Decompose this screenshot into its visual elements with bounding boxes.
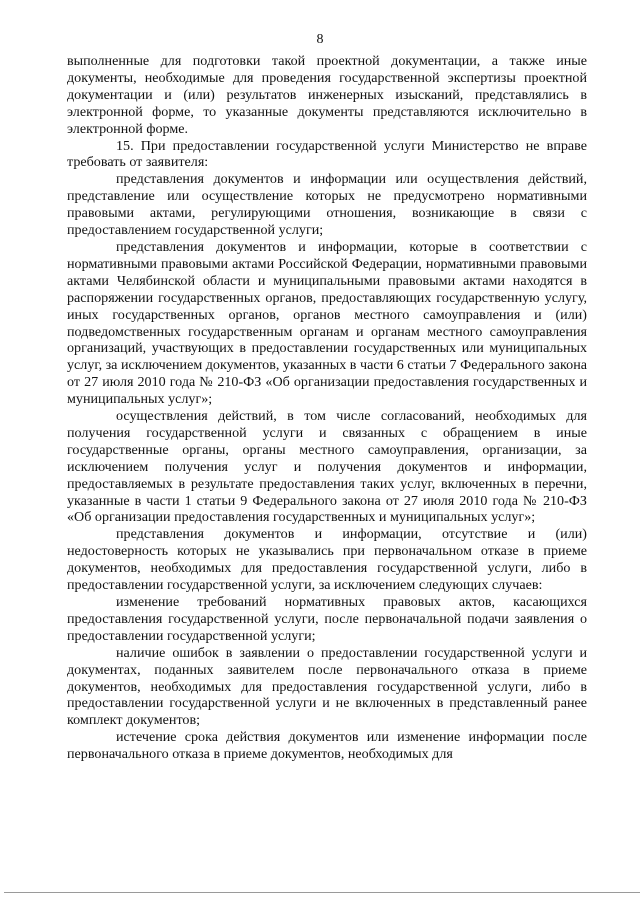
paragraph-item: представления документов и информации, отсутствие и (или) недостоверность которых не указывались при первоначальном отказе в приеме документов, необходимых для предоставления государственной услуги, либо в предоставлении государственной услуги, за исключением следующих случаев:	[67, 526, 587, 594]
paragraph-clause-15: 15. При предоставлении государственной услуги Министерство не вправе требовать от заявителя:	[67, 137, 587, 171]
page-bottom-rule	[4, 892, 640, 893]
paragraph-item: представления документов и информации или осуществления действий, представление или осуществление которых не предусмотрено нормативными правовыми актами, регулирующими отношения, возникающие в связи с предоставлением государственной услуги;	[67, 171, 587, 239]
page-number: 8	[316, 32, 324, 47]
paragraph-exception-case: истечение срока действия документов или изменение информации после первоначального отказа в приеме документов, необходимых для	[67, 729, 587, 763]
paragraph-item: осуществления действий, в том числе согласований, необходимых для получения государственной услуги и связанных с обращением в иные государственные органы, органы местного самоуправления, организации, за исключением получения услуг и получения документов и информации, предоставляемых в результате предоставления таких услуг, включенных в перечни, указанные в части 1 статьи 9 Федерального закона от 27 июля 2010 года № 210-ФЗ «Об организации предоставления государственных и муниципальных услуг»;	[67, 408, 587, 526]
paragraph-exception-case: наличие ошибок в заявлении о предоставлении государственной услуги и документах, поданных заявителем после первоначального отказа в приеме документов, необходимых для предоставления государственной услуги, либо в предоставлении государственной услуги и не включенных в представленный ранее комплект документов;	[67, 644, 587, 729]
paragraph-continuation: выполненные для подготовки такой проектной документации, а также иные документы, необходимые для проведения государственной экспертизы проектной документации и (или) результатов инженерных изысканий, представлялись в электронной форме, то указанные документы представляются исключительно в электронной форме.	[67, 53, 587, 137]
paragraph-item: представления документов и информации, которые в соответствии с нормативными правовыми актами Российской Федерации, нормативными правовыми актами Челябинской области и муниципальными правовыми актами находятся в распоряжении государственных органов, предоставляющих государственную услугу, иных государственных органов, органов местного самоуправления и (или) подведомственных государственным органам и органам местного самоуправления организаций, участвующих в предоставлении государственных или муниципальных услуг, за исключением документов, указанных в части 6 статьи 7 Федерального закона от 27 июля 2010 года № 210-ФЗ «Об организации предоставления государственных и муниципальных услуг»;	[67, 238, 587, 408]
document-body	[67, 53, 587, 763]
paragraph-exception-case: изменение требований нормативных правовых актов, касающихся предоставления государственной услуги, после первоначальной подачи заявления о предоставлении государственной услуги;	[67, 594, 587, 644]
